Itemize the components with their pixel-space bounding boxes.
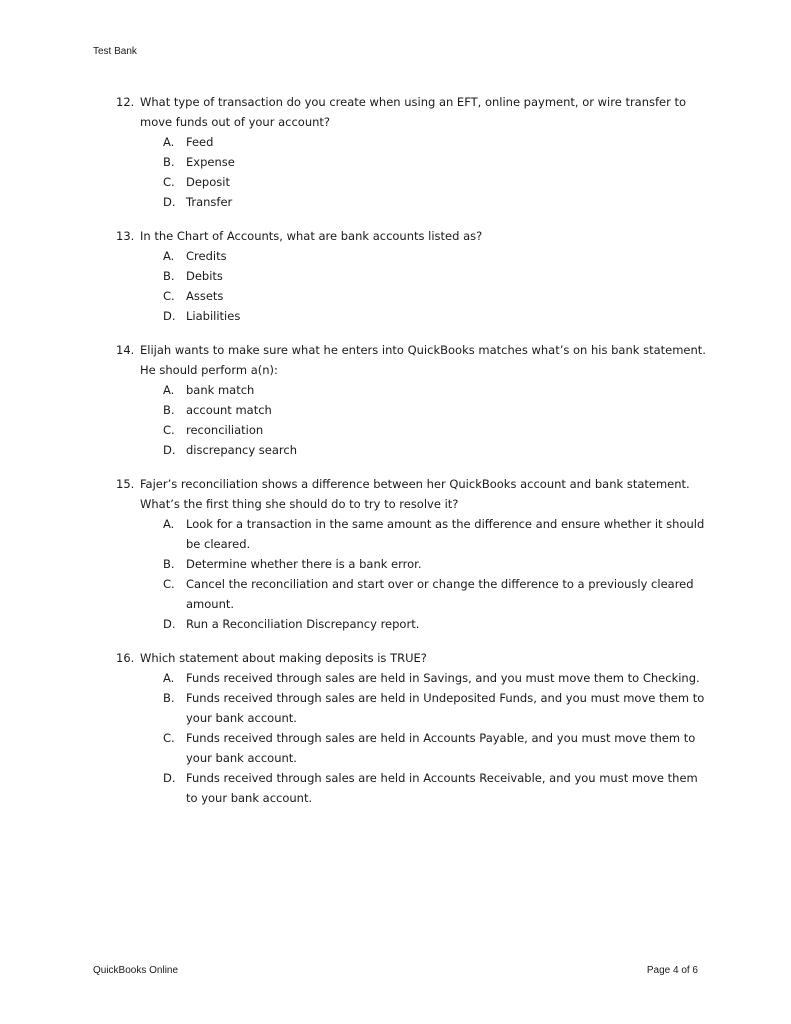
footer-product-name: QuickBooks Online bbox=[93, 965, 179, 976]
answer-option bbox=[163, 306, 706, 326]
question-number: 14. bbox=[116, 343, 135, 357]
answer-text: Determine whether there is a bank error. bbox=[186, 557, 422, 571]
answer-letter: B. bbox=[163, 269, 175, 283]
answer-list bbox=[116, 668, 706, 808]
answer-text: Funds received through sales are held in Savings, and you must move them to Checking. bbox=[186, 671, 700, 685]
answer-option bbox=[163, 514, 706, 554]
question-13 bbox=[116, 226, 706, 326]
answer-text: Assets bbox=[186, 289, 224, 303]
answer-option bbox=[163, 614, 706, 634]
answer-text: account match bbox=[186, 403, 272, 417]
answer-letter: C. bbox=[163, 289, 175, 303]
answer-letter: A. bbox=[163, 671, 175, 685]
answer-list bbox=[116, 514, 706, 634]
answer-option bbox=[163, 420, 706, 440]
answer-text: Feed bbox=[186, 135, 214, 149]
question-text: Elijah wants to make sure what he enters into QuickBooks matches what’s on his bank statement. He should perform a(n): bbox=[140, 343, 706, 377]
question-text: Which statement about making deposits is TRUE? bbox=[140, 651, 427, 665]
answer-option bbox=[163, 380, 706, 400]
answer-letter: D. bbox=[163, 309, 176, 323]
question-text: In the Chart of Accounts, what are bank accounts listed as? bbox=[140, 229, 483, 243]
answer-text: Funds received through sales are held in Accounts Payable, and you must move them to your bank account. bbox=[186, 731, 696, 765]
answer-letter: B. bbox=[163, 557, 175, 571]
answer-letter: A. bbox=[163, 135, 175, 149]
answer-list bbox=[116, 132, 706, 212]
answer-letter: A. bbox=[163, 383, 175, 397]
answer-letter: C. bbox=[163, 577, 175, 591]
answer-letter: C. bbox=[163, 175, 175, 189]
answer-text: Transfer bbox=[186, 195, 233, 209]
answer-letter: D. bbox=[163, 443, 176, 457]
answer-option bbox=[163, 266, 706, 286]
answer-text: Run a Reconciliation Discrepancy report. bbox=[186, 617, 420, 631]
answer-letter: A. bbox=[163, 517, 175, 531]
answer-option bbox=[163, 768, 706, 808]
answer-option bbox=[163, 400, 706, 420]
answer-text: bank match bbox=[186, 383, 255, 397]
answer-letter: D. bbox=[163, 195, 176, 209]
answer-text: Expense bbox=[186, 155, 235, 169]
answer-text: Look for a transaction in the same amount as the difference and ensure whether it should be cleared. bbox=[186, 517, 705, 551]
question-list bbox=[116, 92, 706, 822]
question-number: 13. bbox=[116, 229, 135, 243]
answer-option bbox=[163, 286, 706, 306]
footer-page-number: Page 4 of 6 bbox=[646, 965, 698, 976]
answer-option bbox=[163, 574, 706, 614]
answer-letter: D. bbox=[163, 617, 176, 631]
answer-letter: C. bbox=[163, 731, 175, 745]
question-number: 15. bbox=[116, 477, 135, 491]
answer-option bbox=[163, 152, 706, 172]
answer-letter: B. bbox=[163, 691, 175, 705]
question-16 bbox=[116, 648, 706, 808]
answer-text: Debits bbox=[186, 269, 223, 283]
question-text: Fajer’s reconciliation shows a difference between her QuickBooks account and bank statement. What’s the first thing she should do to try to resolve it? bbox=[140, 477, 690, 511]
answer-text: Cancel the reconciliation and start over or change the difference to a previously cleared amount. bbox=[186, 577, 694, 611]
answer-option bbox=[163, 172, 706, 192]
question-14 bbox=[116, 340, 706, 460]
question-number: 12. bbox=[116, 95, 135, 109]
answer-option bbox=[163, 554, 706, 574]
answer-letter: D. bbox=[163, 771, 176, 785]
answer-text: Funds received through sales are held in Undeposited Funds, and you must move them to your bank account. bbox=[186, 691, 705, 725]
answer-text: Deposit bbox=[186, 175, 230, 189]
answer-text: Liabilities bbox=[186, 309, 241, 323]
answer-letter: A. bbox=[163, 249, 175, 263]
answer-option bbox=[163, 192, 706, 212]
answer-option bbox=[163, 688, 706, 728]
question-15 bbox=[116, 474, 706, 634]
answer-text: discrepancy search bbox=[186, 443, 297, 457]
answer-option bbox=[163, 440, 706, 460]
answer-text: Funds received through sales are held in Accounts Receivable, and you must move them to your bank account. bbox=[186, 771, 698, 805]
answer-text: reconciliation bbox=[186, 423, 264, 437]
answer-option bbox=[163, 728, 706, 768]
answer-letter: B. bbox=[163, 155, 175, 169]
answer-list bbox=[116, 380, 706, 460]
question-number: 16. bbox=[116, 651, 135, 665]
page-header: Test Bank bbox=[93, 46, 137, 57]
answer-option bbox=[163, 132, 706, 152]
answer-letter: C. bbox=[163, 423, 175, 437]
answer-option bbox=[163, 668, 706, 688]
question-12 bbox=[116, 92, 706, 212]
answer-letter: B. bbox=[163, 403, 175, 417]
answer-text: Credits bbox=[186, 249, 227, 263]
question-text: What type of transaction do you create when using an EFT, online payment, or wire transfer to move funds out of your account? bbox=[140, 95, 687, 129]
answer-list bbox=[116, 246, 706, 326]
answer-option bbox=[163, 246, 706, 266]
